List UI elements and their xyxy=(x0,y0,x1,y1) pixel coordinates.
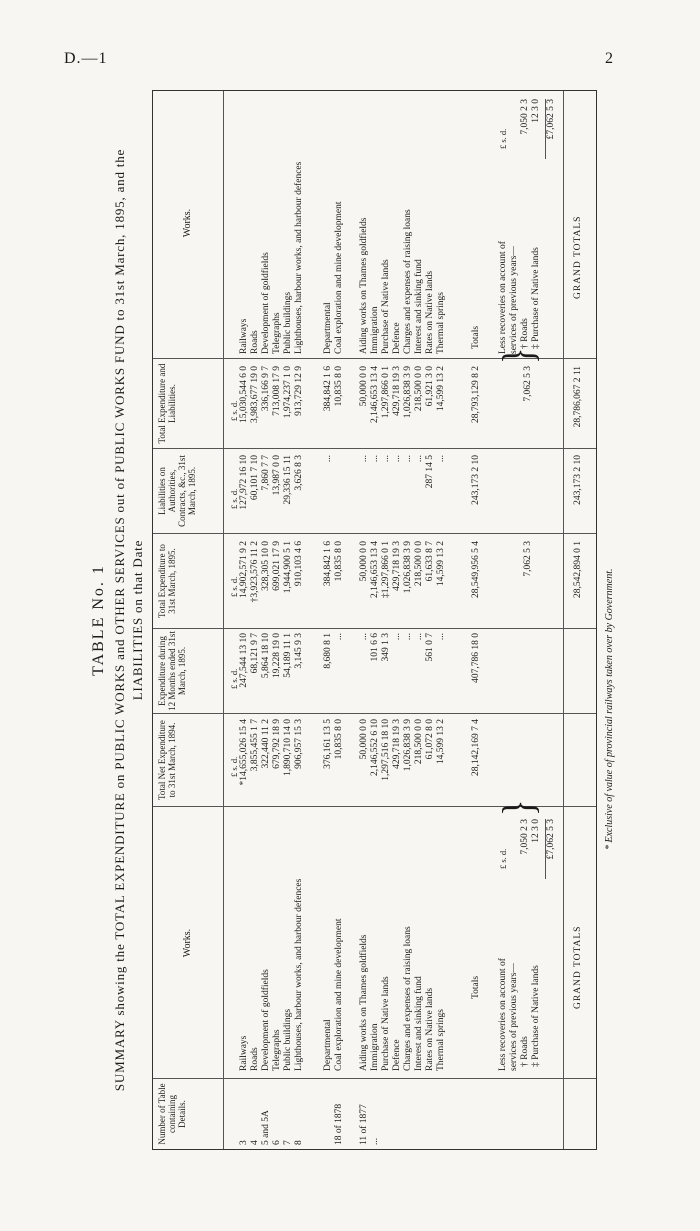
cell-table-number: 6 xyxy=(272,1140,282,1145)
cell-works: Charges and expenses of raising loans xyxy=(403,926,413,1071)
brace: } xyxy=(495,799,544,816)
cell-works-right: Development of goldfields xyxy=(261,252,271,354)
cell-during-expenditure: 54,189 11 1 xyxy=(283,633,293,678)
cell-total-expenditure: 10,835 8 0 xyxy=(334,541,344,582)
cell-during-expenditure: ... xyxy=(392,633,402,641)
cell-works: Railways xyxy=(239,1035,249,1071)
cell-total-and-liabilities: 61,921 3 0 xyxy=(425,366,435,407)
cell-total-and-liabilities: 429,718 19 3 xyxy=(392,366,402,416)
cell-during-expenditure: ... xyxy=(403,633,413,641)
page-code: D.—1 xyxy=(64,50,108,67)
cell-liabilities: 3,626 8 3 xyxy=(294,455,304,491)
footnote: * Exclusive of value of provincial railways taken over by Government. xyxy=(604,568,615,850)
header-total-and-liabilities: Total Expenditure and Liabilities. xyxy=(157,363,177,444)
cell-liabilities: ... xyxy=(403,455,413,463)
recoveries-label2-right: services of previous years— xyxy=(509,246,519,354)
totals-totexp: 28,793,129 8 2 xyxy=(471,366,481,423)
cell-total-and-liabilities: 15,030,544 6 0 xyxy=(239,366,249,423)
table-title: TABLE No. 1 xyxy=(90,564,107,676)
cell-total-expenditure: 910,103 4 6 xyxy=(294,541,304,587)
cell-total-and-liabilities: 3,983,677 19 0 xyxy=(250,366,260,423)
recoveries-total: 7,062 5 3 xyxy=(523,541,533,577)
grand-totals-total: 28,542,894 0 1 xyxy=(573,541,583,598)
rotated-table-page xyxy=(90,90,630,1150)
recoveries-roads-amount-right: 7,050 2 3 xyxy=(520,99,530,135)
cell-during-expenditure: ... xyxy=(334,633,344,641)
cell-total-expenditure: ‡1,297,866 0 1 xyxy=(381,541,391,598)
cell-net-expenditure: 3,855,455 1 7 xyxy=(250,719,260,772)
cell-total-expenditure: 50,000 0 0 xyxy=(359,541,369,582)
brace-right: } xyxy=(495,347,544,364)
cell-total-expenditure: 218,500 0 0 xyxy=(414,541,424,587)
recoveries-native: ‡ Purchase of Native lands xyxy=(531,965,541,1067)
grand-totals-label-right: GRAND TOTALS xyxy=(573,215,583,299)
cell-total-and-liabilities: 50,000 0 0 xyxy=(359,366,369,407)
cell-net-expenditure: 2,146,552 6 10 xyxy=(370,719,380,776)
cell-works: Development of goldfields xyxy=(261,969,271,1071)
recoveries-label1-right: Less recoveries on account of xyxy=(498,241,508,354)
cell-net-expenditure: 679,792 18 9 xyxy=(272,719,282,769)
cell-total-and-liabilities: 14,599 13 2 xyxy=(436,366,446,412)
cell-total-expenditure: 2,146,653 13 4 xyxy=(370,541,380,598)
cell-net-expenditure: 429,718 19 3 xyxy=(392,719,402,769)
cell-works-right: Thermal springs xyxy=(436,291,446,354)
cell-works-right: Public buildings xyxy=(283,291,293,354)
header-during-expenditure: Expenditure during 12 Months ended 31st March, 1895. xyxy=(157,631,187,711)
cell-total-and-liabilities: 2,146,653 13 4 xyxy=(370,366,380,423)
header-total-expenditure: Total Expenditure to 31st March, 1895. xyxy=(157,544,177,618)
units-net: £ s. d. xyxy=(229,756,239,777)
cell-net-expenditure: 376,161 13 5 xyxy=(323,719,333,769)
grand-totals-totexp: 28,786,067 2 11 xyxy=(573,366,583,428)
recoveries-roads-right: † Roads xyxy=(520,318,530,349)
cell-total-expenditure: 699,021 17 9 xyxy=(272,541,282,591)
recoveries-units: £ s. d. xyxy=(498,848,508,869)
cell-during-expenditure: 561 0 7 xyxy=(425,633,435,662)
cell-net-expenditure: 61,072 8 0 xyxy=(425,719,435,760)
cell-works-right: Railways xyxy=(239,318,249,354)
cell-works-right: Roads xyxy=(250,330,260,354)
cell-during-expenditure: 247,544 13 10 xyxy=(239,633,249,688)
cell-net-expenditure: 50,000 0 0 xyxy=(359,719,369,760)
header-works: Works. xyxy=(182,928,193,958)
cell-liabilities: 13,987 0 0 xyxy=(272,455,282,496)
recoveries-sum-right: £7,062 5 3 xyxy=(545,99,556,159)
units-totexp: £ s. d. xyxy=(229,400,239,421)
cell-table-number: 18 of 1878 xyxy=(334,1103,344,1145)
cell-works-right: Purchase of Native lands xyxy=(381,259,391,354)
units-during: £ s. d. xyxy=(229,668,239,689)
cell-total-expenditure: 14,599 13 2 xyxy=(436,541,446,587)
recoveries-native-amount-right: 12 3 0 xyxy=(531,99,541,123)
cell-total-and-liabilities: 336,166 9 7 xyxy=(261,366,271,412)
cell-total-and-liabilities: 713,008 17 9 xyxy=(272,366,282,416)
cell-works: Defence xyxy=(392,1039,402,1071)
recoveries-label2: services of previous years— xyxy=(509,963,519,1071)
cell-works: Interest and sinking fund xyxy=(414,976,424,1071)
cell-table-number: 4 xyxy=(250,1140,260,1145)
cell-liabilities: ... xyxy=(414,455,424,463)
table-caption-line2: LIABILITIES on that Date xyxy=(130,539,145,701)
totals-label-right: Totals xyxy=(471,325,481,349)
cell-works-right: Defence xyxy=(392,322,402,354)
header-works-right: Works. xyxy=(182,208,193,238)
cell-table-number: ... xyxy=(370,1137,380,1145)
totals-total: 28,549,956 5 4 xyxy=(471,541,481,598)
cell-works: Lighthouses, harbour works, and harbour defences xyxy=(294,878,304,1071)
cell-works: Purchase of Native lands xyxy=(381,976,391,1071)
cell-net-expenditure: 322,440 11 2 xyxy=(261,719,271,769)
cell-during-expenditure: 5,864 18 10 xyxy=(261,633,271,679)
cell-liabilities: 7,860 7 7 xyxy=(261,455,271,491)
cell-liabilities: ... xyxy=(370,455,380,463)
cell-table-number: 8 xyxy=(294,1140,304,1145)
cell-during-expenditure: 68,121 9 7 xyxy=(250,633,260,674)
totals-label: Totals xyxy=(471,975,481,999)
cell-table-number: 5 and 5A xyxy=(261,1110,271,1145)
cell-net-expenditure: 1,297,516 18 10 xyxy=(381,719,391,781)
header-net-expenditure: Total Net Expenditure to 31st March, 1894. xyxy=(157,720,177,800)
cell-works-right: Rates on Native lands xyxy=(425,270,435,354)
cell-total-and-liabilities: 218,500 0 0 xyxy=(414,366,424,412)
cell-works: Coal exploration and mine development xyxy=(334,918,344,1071)
recoveries-label1: Less recoveries on account of xyxy=(498,958,508,1071)
cell-table-number: 11 of 1877 xyxy=(359,1104,369,1145)
cell-works: Roads xyxy=(250,1047,260,1071)
cell-total-expenditure: 1,944,900 5 1 xyxy=(283,541,293,594)
cell-works: Thermal springs xyxy=(436,1008,446,1071)
cell-liabilities: ... xyxy=(381,455,391,463)
cell-net-expenditure: 10,835 8 0 xyxy=(334,719,344,760)
cell-liabilities: ... xyxy=(436,455,446,463)
cell-total-and-liabilities: 1,297,866 0 1 xyxy=(381,366,391,419)
recoveries-units-right: £ s. d. xyxy=(498,128,508,149)
cell-during-expenditure: ... xyxy=(414,633,424,641)
summary-table xyxy=(152,90,597,1150)
cell-works: Immigration xyxy=(370,1023,380,1071)
cell-liabilities: ... xyxy=(392,455,402,463)
cell-table-number: 7 xyxy=(283,1140,293,1145)
cell-net-expenditure: 906,957 15 3 xyxy=(294,719,304,769)
cell-during-expenditure: 19,228 19 0 xyxy=(272,633,282,679)
cell-total-expenditure: 328,305 10 0 xyxy=(261,541,271,591)
recoveries-roads: † Roads xyxy=(520,1036,530,1067)
cell-during-expenditure: ... xyxy=(436,633,446,641)
recoveries-totexp: 7,062 5 3 xyxy=(523,366,533,402)
cell-liabilities: 60,101 7 10 xyxy=(250,455,260,501)
cell-works: Public buildings xyxy=(283,1008,293,1071)
totals-liab: 243,173 2 10 xyxy=(471,455,481,505)
header-number: Number of Table containing Details. xyxy=(157,1083,187,1145)
recoveries-native-amount: 12 3 0 xyxy=(531,819,541,843)
cell-works: Departmental xyxy=(323,1019,333,1071)
page-number: 2 xyxy=(605,50,613,67)
cell-total-and-liabilities: 10,835 8 0 xyxy=(334,366,344,407)
units-total: £ s. d. xyxy=(229,576,239,597)
cell-during-expenditure: 349 1 3 xyxy=(381,633,391,662)
cell-liabilities: ... xyxy=(359,455,369,463)
table-caption-line1: SUMMARY showing the TOTAL EXPENDITURE on PUBLIC WORKS and OTHER SERVICES out of PUBLIC WORKS FUND to 31st March, 1895, and the xyxy=(112,148,127,1092)
cell-total-expenditure: 1,026,838 3 9 xyxy=(403,541,413,594)
totals-net: 28,142,169 7 4 xyxy=(471,719,481,776)
cell-table-number: 3 xyxy=(239,1140,249,1145)
cell-total-expenditure: †3,923,576 11 2 xyxy=(250,541,260,603)
cell-works-right: Immigration xyxy=(370,306,380,354)
cell-during-expenditure: ... xyxy=(359,633,369,641)
cell-liabilities: 127,972 16 10 xyxy=(239,455,249,510)
cell-total-and-liabilities: 1,974,237 1 0 xyxy=(283,366,293,419)
cell-net-expenditure: 218,500 0 0 xyxy=(414,719,424,765)
grand-totals-label: GRAND TOTALS xyxy=(573,925,583,1009)
cell-total-and-liabilities: 1,026,838 3 9 xyxy=(403,366,413,419)
cell-total-expenditure: 384,842 1 6 xyxy=(323,541,333,587)
cell-total-and-liabilities: 384,842 1 6 xyxy=(323,366,333,412)
cell-net-expenditure: 1,026,838 3 9 xyxy=(403,719,413,772)
cell-net-expenditure: *14,655,026 15 4 xyxy=(239,719,249,786)
recoveries-sum: £7,062 5 3 xyxy=(545,819,556,879)
cell-works-right: Charges and expenses of raising loans xyxy=(403,209,413,354)
cell-works-right: Coal exploration and mine development xyxy=(334,201,344,354)
cell-works: Rates on Native lands xyxy=(425,987,435,1071)
grand-totals-liab: 243,173 2 10 xyxy=(573,455,583,505)
header-liabilities: Liabilities on Authorities, Contracts, &c., 31st March, 1895. xyxy=(157,455,197,527)
cell-liabilities: 287 14 5 xyxy=(425,455,435,489)
cell-liabilities: 29,336 15 11 xyxy=(283,455,293,505)
recoveries-native-right: ‡ Purchase of Native lands xyxy=(531,247,541,349)
cell-net-expenditure: 1,890,710 14 0 xyxy=(283,719,293,776)
cell-total-expenditure: 429,718 19 3 xyxy=(392,541,402,591)
totals-during: 407,786 18 0 xyxy=(471,633,481,683)
cell-total-and-liabilities: 913,729 12 9 xyxy=(294,366,304,416)
cell-total-expenditure: 14,902,571 9 2 xyxy=(239,541,249,598)
recoveries-roads-amount: 7,050 2 3 xyxy=(520,819,530,855)
cell-during-expenditure: 101 6 6 xyxy=(370,633,380,662)
cell-liabilities: ... xyxy=(323,455,333,463)
cell-during-expenditure: 8,680 8 1 xyxy=(323,633,333,669)
cell-works-right: Aiding works on Thames goldfields xyxy=(359,217,369,354)
cell-works-right: Interest and sinking fund xyxy=(414,259,424,354)
cell-during-expenditure: 3,145 9 3 xyxy=(294,633,304,669)
cell-works-right: Lighthouses, harbour works, and harbour defences xyxy=(294,161,304,354)
cell-works-right: Telegraphs xyxy=(272,312,282,354)
units-liab: £ s. d. xyxy=(229,488,239,509)
cell-works-right: Departmental xyxy=(323,302,333,354)
cell-works: Aiding works on Thames goldfields xyxy=(359,934,369,1071)
cell-net-expenditure: 14,599 13 2 xyxy=(436,719,446,765)
cell-total-expenditure: 61,633 8 7 xyxy=(425,541,435,582)
cell-works: Telegraphs xyxy=(272,1029,282,1071)
